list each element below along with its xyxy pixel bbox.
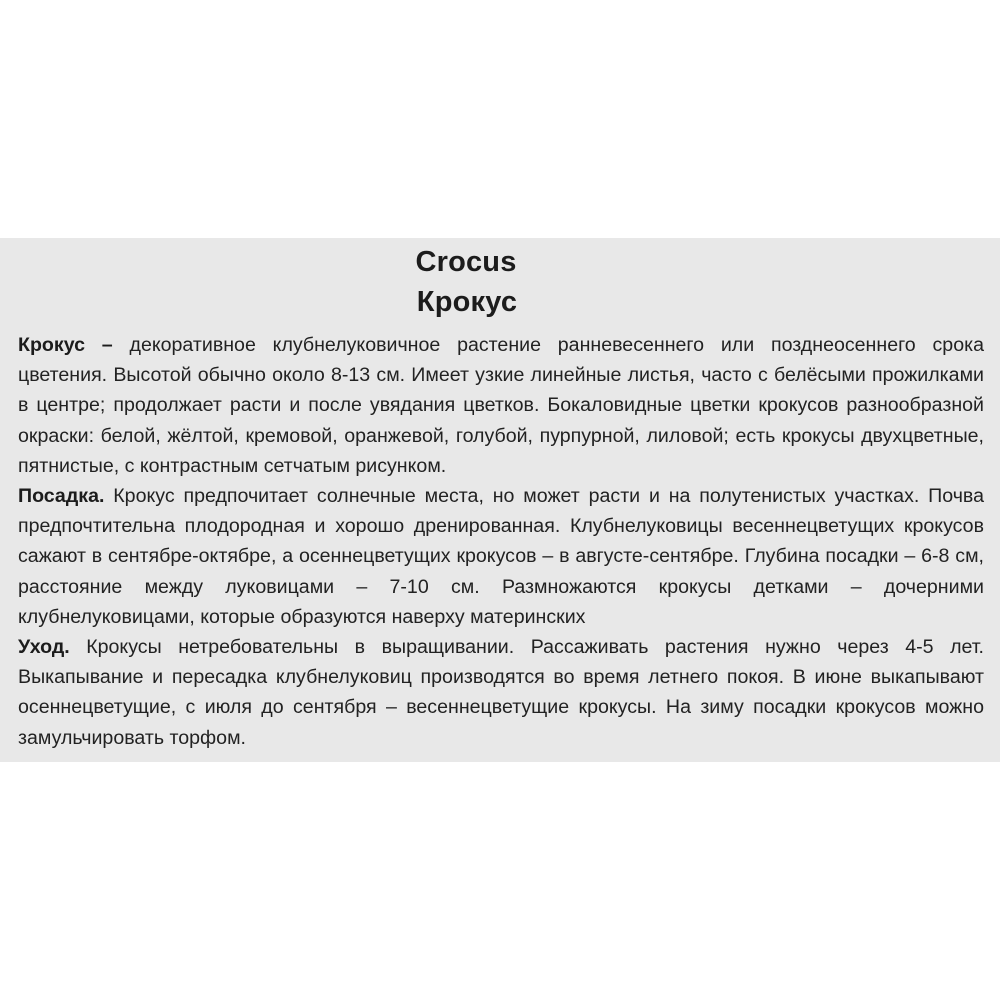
section-lead: Крокус –: [18, 334, 113, 356]
section-care: [18, 632, 984, 753]
title-russian: Крокус: [416, 286, 518, 318]
section-planting: [18, 481, 984, 632]
seed-packet-label: [0, 238, 1000, 762]
section-lead: Уход.: [18, 636, 70, 659]
section-lead: Посадка.: [18, 485, 105, 508]
title-block: [0, 238, 984, 322]
section-text: Крокус предпочитает солнечные места, но может расти и на полутенистых участках. Почва предпочтительна плодородная и хорошо дренированная. Клубнелуковицы весеннецветущих крокусов сажают в сентябре-октябре, а осеннецветущих крокусов – в августе-сентябре. Глубина посадки – 6-8 см, расстояние между луковицами – 7-10 см. Размножаются крокусы детками – дочерними клубнелуковицами, которые образуются наверху материнских: [18, 485, 984, 628]
section-text: декоративное клубнелуковичное растение ранневесеннего или позднеосеннего срока цветения. Высотой обычно около 8-13 см. Имеет узкие линейные листья, часто с белёсыми прожилками в центре; продолжает расти и после увядания цветков. Бокаловидные цветки крокусов разнообразной окраски: белой, жёлтой, кремовой, оранжевой, голубой, пурпурной, лиловой; есть крокусы двухцветные, пятнистые, с контрастным сетчатым рисунком.: [18, 334, 984, 477]
section-description: [18, 330, 984, 481]
section-text: Крокусы нетребовательны в выращивании. Рассаживать растения нужно через 4-5 лет. Выкапывание и пересадка клубнелуковиц производятся во время летнего покоя. В июне выкапывают осеннецветущие, с июля до сентября – весеннецветущие крокусы. На зиму посадки крокусов можно замульчировать торфом.: [18, 636, 984, 749]
description-body: [18, 330, 984, 753]
title-latin: Crocus: [415, 246, 517, 278]
